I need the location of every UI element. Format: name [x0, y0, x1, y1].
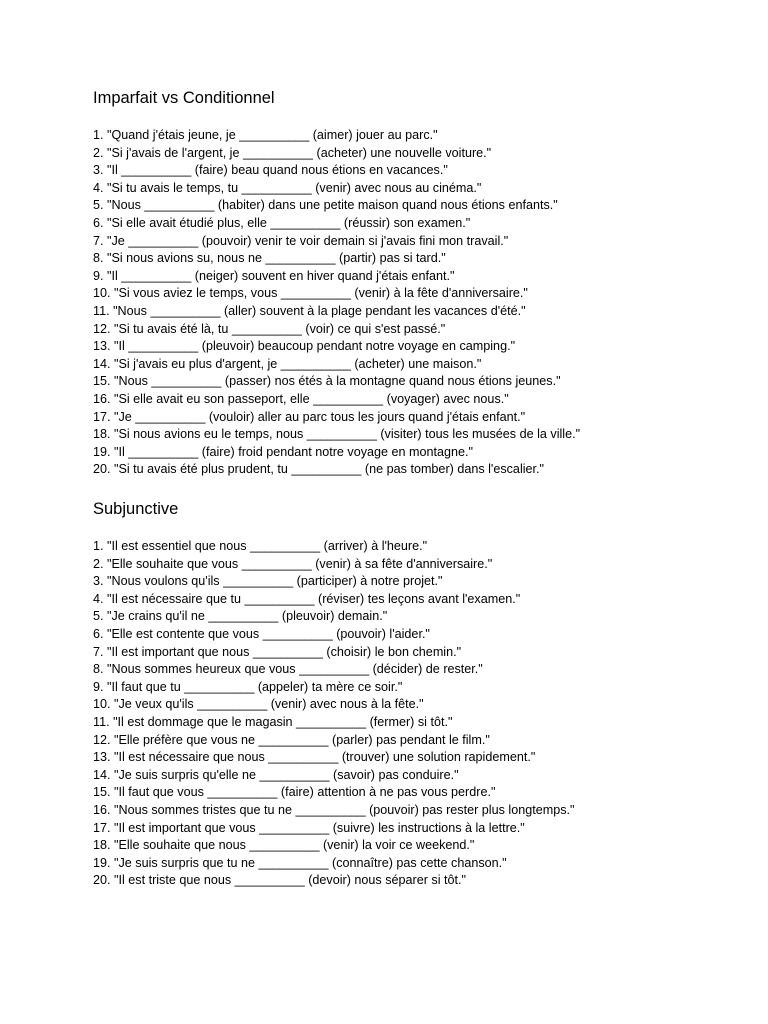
exercise-item: 3. "Nous voulons qu'ils __________ (participer) à notre projet." [93, 574, 443, 589]
exercise-item: 19. "Je suis surpris que tu ne __________ (connaître) pas cette chanson." [93, 855, 507, 870]
exercise-item: 5. "Nous __________ (habiter) dans une petite maison quand nous étions enfants." [93, 198, 558, 213]
exercise-item: 15. "Nous __________ (passer) nos étés à la montagne quand nous étions jeunes." [93, 374, 561, 389]
exercise-item: 6. "Elle est contente que vous __________ (pouvoir) l'aider." [93, 626, 430, 641]
exercise-item: 20. "Si tu avais été plus prudent, tu __________ (ne pas tomber) dans l'escalier." [93, 462, 545, 477]
exercise-item: 8. "Si nous avions su, nous ne __________ (partir) pas si tard." [93, 251, 446, 266]
exercise-item: 9. "Il faut que tu __________ (appeler) ta mère ce soir." [93, 679, 403, 694]
section-imparfait-conditionnel [93, 87, 733, 479]
exercise-item: 11. "Nous __________ (aller) souvent à la plage pendant les vacances d'été." [93, 303, 526, 318]
exercise-item: 3. "Il __________ (faire) beau quand nous étions en vacances." [93, 163, 448, 178]
exercise-item: 15. "Il faut que vous __________ (faire) attention à ne pas vous perdre." [93, 785, 496, 800]
exercise-item: 13. "Il est nécessaire que nous __________ (trouver) une solution rapidement." [93, 750, 536, 765]
exercise-item: 5. "Je crains qu'il ne __________ (pleuvoir) demain." [93, 609, 388, 624]
exercise-item: 16. "Si elle avait eu son passeport, elle __________ (voyager) avec nous." [93, 391, 509, 406]
exercise-item: 14. "Je suis surpris qu'elle ne __________ (savoir) pas conduire." [93, 767, 459, 782]
exercise-item: 2. "Si j'avais de l'argent, je __________ (acheter) une nouvelle voiture." [93, 145, 492, 160]
exercise-item: 1. "Quand j'étais jeune, je __________ (aimer) jouer au parc." [93, 128, 438, 142]
exercise-item: 16. "Nous sommes tristes que tu ne __________ (pouvoir) pas rester plus longtemps." [93, 802, 575, 817]
exercise-item: 14. "Si j'avais eu plus d'argent, je __________ (acheter) une maison." [93, 356, 482, 371]
exercise-item: 12. "Si tu avais été là, tu __________ (voir) ce qui s'est passé." [93, 321, 446, 336]
exercise-item: 7. "Je __________ (pouvoir) venir te voir demain si j'avais fini mon travail." [93, 233, 509, 248]
section-subjunctive [93, 498, 733, 890]
exercise-item: 10. "Je veux qu'ils __________ (venir) avec nous à la fête." [93, 697, 424, 712]
exercise-item: 12. "Elle préfère que vous ne __________ (parler) pas pendant le film." [93, 732, 490, 747]
exercise-item: 11. "Il est dommage que le magasin __________ (fermer) si tôt." [93, 714, 453, 729]
exercise-item: 4. "Il est nécessaire que tu __________ (réviser) tes leçons avant l'examen." [93, 591, 521, 606]
exercise-item: 7. "Il est important que nous __________ (choisir) le bon chemin." [93, 644, 462, 659]
exercise-item: 6. "Si elle avait étudié plus, elle __________ (réussir) son examen." [93, 215, 471, 230]
exercise-item: 17. "Il est important que vous __________ (suivre) les instructions à la lettre." [93, 820, 525, 835]
section-title: Subjunctive [93, 500, 179, 518]
exercise-item: 9. "Il __________ (neiger) souvent en hiver quand j'étais enfant." [93, 268, 455, 283]
exercise-item: 2. "Elle souhaite que vous __________ (venir) à sa fête d'anniversaire." [93, 556, 493, 571]
section-title: Imparfait vs Conditionnel [93, 89, 275, 107]
exercise-item: 18. "Si nous avions eu le temps, nous __________ (visiter) tous les musées de la ville." [93, 427, 581, 442]
exercise-item: 19. "Il __________ (faire) froid pendant notre voyage en montagne." [93, 444, 474, 459]
exercise-item: 20. "Il est triste que nous __________ (devoir) nous séparer si tôt." [93, 873, 466, 888]
exercise-item: 1. "Il est essentiel que nous __________ (arriver) à l'heure." [93, 539, 428, 553]
exercise-list [93, 127, 733, 479]
exercise-item: 10. "Si vous aviez le temps, vous __________ (venir) à la fête d'anniversaire." [93, 286, 528, 301]
exercise-item: 17. "Je __________ (vouloir) aller au parc tous les jours quand j'étais enfant." [93, 409, 526, 424]
exercise-item: 4. "Si tu avais le temps, tu __________ (venir) avec nous au cinéma." [93, 180, 482, 195]
exercise-list [93, 538, 733, 890]
exercise-item: 18. "Elle souhaite que nous __________ (venir) la voir ce weekend." [93, 838, 475, 853]
exercise-item: 8. "Nous sommes heureux que vous __________ (décider) de rester." [93, 662, 483, 677]
exercise-item: 13. "Il __________ (pleuvoir) beaucoup pendant notre voyage en camping." [93, 339, 516, 354]
